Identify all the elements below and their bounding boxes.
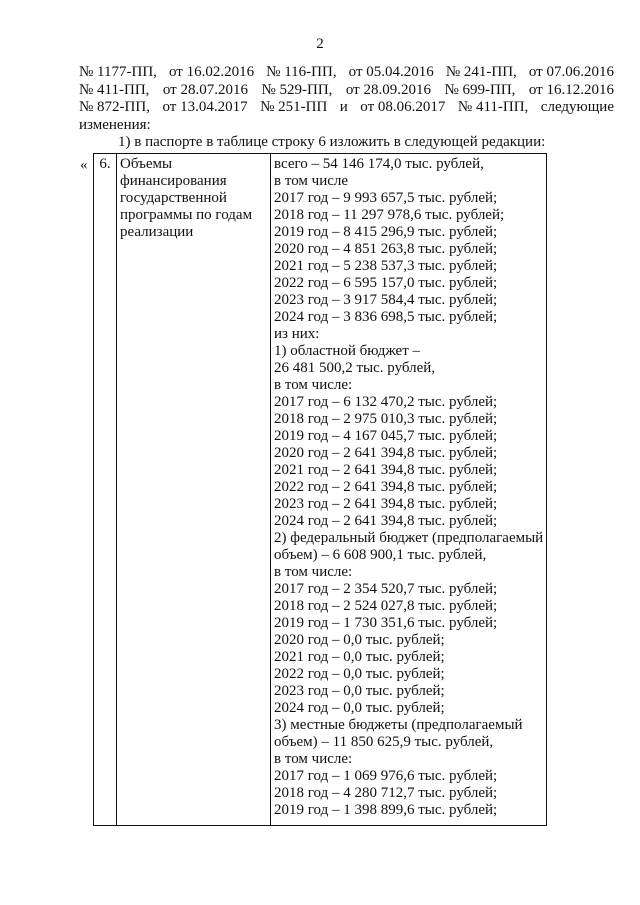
value-line: объем) – 6 608 900,1 тыс. рублей,	[274, 547, 487, 563]
value-line: 2017 год – 6 132 470,2 тыс. рублей;	[274, 394, 498, 410]
intro-line	[79, 99, 614, 117]
value-line: в том числе:	[274, 751, 353, 767]
value-line: 2019 год – 8 415 296,9 тыс. рублей;	[274, 224, 498, 240]
value-line: 2022 год – 6 595 157,0 тыс. рублей;	[274, 275, 498, 291]
value-line: 2022 год – 2 641 394,8 тыс. рублей;	[274, 479, 498, 495]
value-line: 2024 год – 2 641 394,8 тыс. рублей;	[274, 513, 498, 529]
value-line: 2023 год – 3 917 584,4 тыс. рублей;	[274, 292, 498, 308]
value-line: 2017 год – 9 993 657,5 тыс. рублей;	[274, 190, 498, 206]
intro-word: № 872-ПП,	[79, 99, 150, 115]
intro-word: от 28.09.2016	[345, 81, 431, 98]
value-line: в том числе	[274, 173, 349, 189]
value-line: 2020 год – 2 641 394,8 тыс. рублей;	[274, 445, 498, 461]
value-line: 2018 год – 2 975 010,3 тыс. рублей;	[274, 411, 498, 427]
value-line: 1) областной бюджет –	[274, 343, 421, 359]
value-line: 2019 год – 1 730 351,6 тыс. рублей;	[274, 615, 498, 631]
intro-word: от 07.06.2016	[528, 64, 614, 80]
intro-word: от 16.12.2016	[528, 81, 614, 98]
name-line: программы по годам	[120, 207, 253, 223]
value-line: 2021 год – 0,0 тыс. рублей;	[274, 649, 445, 665]
intro-word: № 529-ПП,	[261, 81, 333, 98]
name-line: Объемы	[120, 156, 173, 172]
value-line: 2024 год – 3 836 698,5 тыс. рублей;	[274, 309, 498, 325]
value-line: 2021 год – 5 238 537,3 тыс. рублей;	[274, 258, 498, 274]
row-number: 6.	[94, 154, 117, 826]
intro-word: от 16.02.2016	[168, 64, 255, 80]
value-line: 2019 год – 1 398 899,6 тыс. рублей;	[274, 802, 498, 818]
value-line: 2018 год – 11 297 978,6 тыс. рублей;	[274, 207, 505, 223]
value-line: 2017 год – 2 354 520,7 тыс. рублей;	[274, 581, 498, 597]
intro-line	[79, 64, 614, 82]
name-line: финансирования	[120, 173, 227, 189]
value-line: объем) – 11 850 625,9 тыс. рублей,	[274, 734, 494, 750]
intro-word: и	[339, 99, 348, 115]
value-line: 2023 год – 2 641 394,8 тыс. рублей;	[274, 496, 498, 512]
open-quote: «	[80, 157, 88, 173]
intro-line	[79, 82, 614, 100]
intro-word: № 241-ПП,	[445, 64, 517, 80]
value-line: 3) местные бюджеты (предполагаемый	[274, 717, 523, 733]
value-line: всего – 54 146 174,0 тыс. рублей,	[274, 156, 484, 172]
value-line: 2019 год – 4 167 045,7 тыс. рублей;	[274, 428, 498, 444]
intro-word: № 411-ПП,	[457, 99, 529, 115]
intro-word: от 28.07.2016	[162, 81, 248, 98]
name-line: государственной	[120, 190, 227, 206]
intro-word: № 699-ПП,	[444, 81, 516, 98]
name-line: реализации	[120, 224, 194, 240]
item-1-text: 1) в паспорте в таблице строку 6 изложить в следующей редакции:	[118, 134, 546, 150]
value-line: из них:	[274, 326, 320, 342]
row-name-cell	[117, 154, 271, 826]
value-line: 2024 год – 0,0 тыс. рублей;	[274, 700, 445, 716]
intro-word: от 08.06.2017	[360, 99, 446, 115]
intro-word: от 05.04.2016	[348, 64, 434, 80]
page-number: 2	[316, 36, 324, 52]
value-line: 2020 год – 0,0 тыс. рублей;	[274, 632, 445, 648]
value-line: 2017 год – 1 069 976,6 тыс. рублей;	[274, 768, 498, 784]
value-line: в том числе:	[274, 564, 353, 580]
value-line: 2023 год – 0,0 тыс. рублей;	[274, 683, 445, 699]
intro-word: № 411-ПП,	[79, 81, 150, 98]
value-line: в том числе:	[274, 377, 353, 393]
value-line: 2020 год – 4 851 263,8 тыс. рублей;	[274, 241, 498, 257]
value-line: 2) федеральный бюджет (предполагаемый	[274, 530, 544, 546]
intro-word: от 13.04.2017	[162, 99, 248, 115]
value-line: 2018 год – 4 280 712,7 тыс. рублей;	[274, 785, 498, 801]
intro-word: следующие	[540, 99, 614, 115]
table-row	[94, 154, 547, 826]
value-line: 2022 год – 0,0 тыс. рублей;	[274, 666, 445, 682]
intro-line	[79, 117, 614, 135]
row-values-cell	[271, 154, 547, 826]
intro-word: изменения:	[79, 116, 151, 133]
value-line: 2018 год – 2 524 027,8 тыс. рублей;	[274, 598, 498, 614]
intro-paragraph	[79, 64, 614, 134]
intro-word: № 251-ПП	[260, 99, 328, 115]
intro-word: № 116-ПП,	[266, 64, 337, 80]
value-line: 26 481 500,2 тыс. рублей,	[274, 360, 436, 376]
passport-table	[93, 153, 547, 826]
value-line: 2021 год – 2 641 394,8 тыс. рублей;	[274, 462, 498, 478]
intro-word: № 1177-ПП,	[79, 64, 157, 80]
